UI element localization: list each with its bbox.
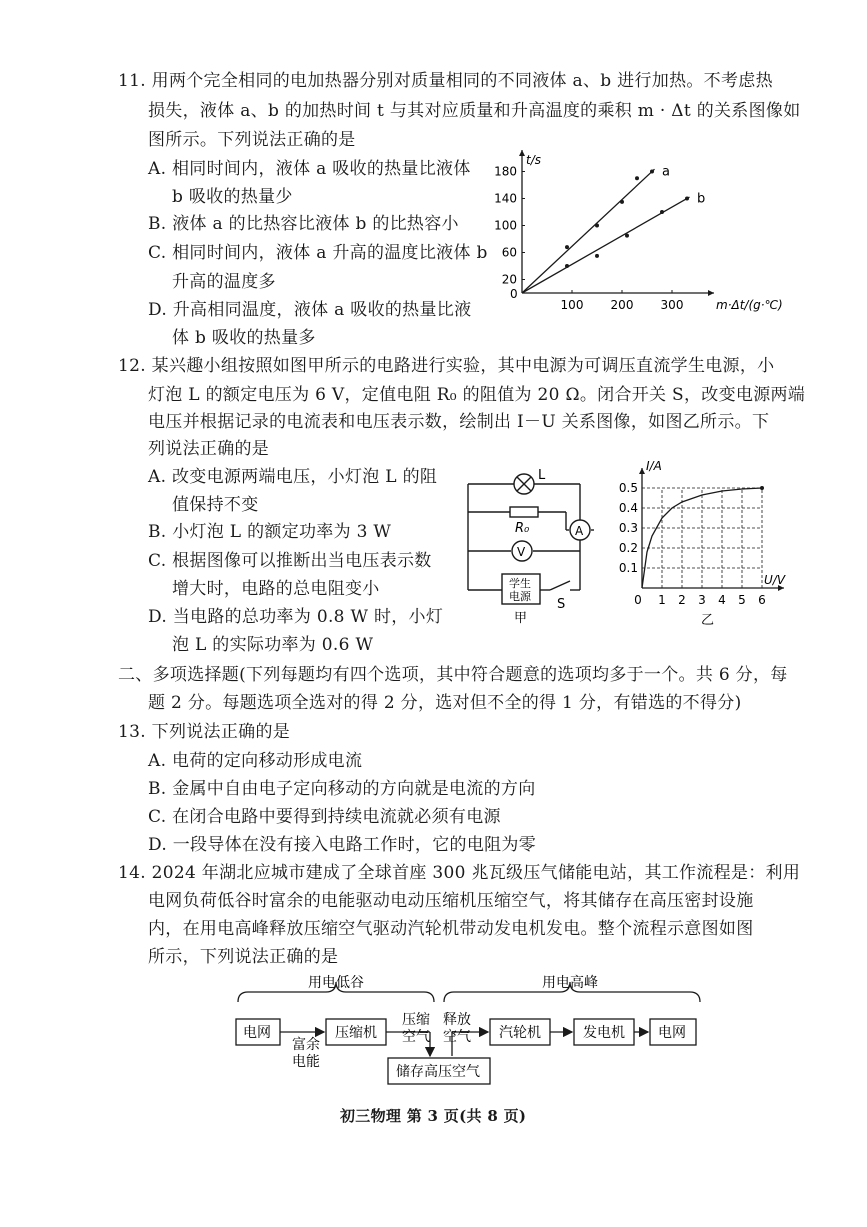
data-point-b — [565, 264, 569, 268]
data-point-b — [625, 234, 629, 238]
source-label-2: 电源 — [509, 590, 531, 603]
low-period-label: 用电低谷 — [308, 975, 364, 991]
q14-stem-line-1: 14. 2024 年湖北应城市建成了全球首座 300 兆瓦级压气储能电站，其工作流程是：利用 — [118, 863, 801, 883]
data-point-end — [760, 486, 764, 490]
x-tick-label: 200 — [610, 298, 634, 312]
series-label-a: a — [662, 164, 670, 180]
x-tick-label: 4 — [718, 593, 726, 607]
turbine-label: 汽轮机 — [499, 1025, 541, 1041]
q11-option-a-line-2: b 吸收的热量少 — [172, 187, 293, 207]
data-point-a — [650, 170, 654, 174]
chart-caption: 乙 — [701, 613, 715, 628]
x-tick-label: 2 — [678, 593, 686, 607]
x-tick-label: 1 — [658, 593, 666, 607]
grid-label-2: 电网 — [658, 1025, 686, 1041]
q11-option-a-line-1: A. 相同时间内，液体 a 吸收的热量比液体 — [148, 159, 471, 179]
q11-option-c-line-2: 升高的温度多 — [172, 272, 276, 292]
section2-heading-line-1: 二、多项选择题(下列每题均有四个选项，其中符合题意的选项均多于一个。共 6 分，每 — [118, 665, 788, 685]
data-point-a — [635, 176, 639, 180]
x-tick-label: 3 — [698, 593, 706, 607]
heating-time-chart — [490, 150, 800, 315]
q12-option-c-line-2: 增大时，电路的总电阻变小 — [172, 579, 380, 599]
y-tick-label: 0.1 — [618, 561, 638, 575]
series-label-b: b — [697, 191, 706, 207]
origin-label: 0 — [634, 593, 642, 607]
section2-heading-line-2: 题 2 分。每题选项全选对的得 2 分，选对但不全的得 1 分，有错选的不得分) — [148, 693, 742, 713]
data-point-b — [595, 254, 599, 258]
q13-option-a: A. 电荷的定向移动形成电流 — [148, 751, 363, 771]
compress-label-1: 压缩 — [402, 1012, 430, 1028]
ammeter-label: A — [575, 524, 584, 538]
q11-option-c-line-1: C. 相同时间内，液体 a 升高的温度比液体 b — [148, 243, 488, 263]
surplus-label-1: 富余 — [292, 1037, 320, 1053]
q11-option-d-line-2: 体 b 吸收的热量多 — [172, 328, 316, 348]
data-point-a — [595, 224, 599, 228]
storage-label: 储存高压空气 — [396, 1064, 480, 1080]
release-label-1: 释放 — [443, 1012, 471, 1028]
y-axis-label: t/s — [526, 153, 541, 167]
lamp-label: L — [538, 468, 546, 483]
x-tick-label: 100 — [560, 298, 584, 312]
y-tick-label: 0.5 — [618, 481, 638, 495]
resistor-icon — [510, 507, 538, 517]
y-tick-label: 140 — [494, 191, 517, 206]
q12-stem-line-1: 12. 某兴趣小组按照如图甲所示的电路进行实验，其中电源为可调压直流学生电源，小 — [118, 356, 775, 376]
y-tick-label: 180 — [494, 164, 517, 179]
voltmeter-label: V — [517, 545, 526, 559]
q11-stem-line-1: 11. 用两个完全相同的电加热器分别对质量相同的不同液体 a、b 进行加热。不考虑热 — [118, 71, 773, 91]
x-tick-label: 6 — [758, 593, 766, 607]
q12-option-b: B. 小灯泡 L 的额定功率为 3 W — [148, 522, 392, 542]
q14-stem-line-3: 内，在用电高峰释放压缩空气驱动汽轮机带动发电机发电。整个流程示意图如图 — [148, 919, 754, 939]
q11-stem-line-3: 图所示。下列说法正确的是 — [148, 130, 356, 150]
compress-label-2: 空气 — [402, 1029, 430, 1045]
q12-option-d-line-2: 泡 L 的实际功率为 0.6 W — [172, 635, 374, 655]
circuit-diagram — [462, 462, 602, 627]
series-line-a — [522, 169, 655, 293]
data-point-a — [565, 245, 569, 249]
q12-option-d-line-1: D. 当电路的总功率为 0.8 W 时，小灯 — [148, 607, 444, 627]
x-axis-label: m·Δt/(g·℃) — [716, 298, 783, 312]
q11-stem-line-2: 损失，液体 a、b 的加热时间 t 与其对应质量和升高温度的乘积 m · Δt 的关系图像如 — [148, 101, 801, 121]
x-tick-label: 5 — [738, 593, 746, 607]
q12-stem-line-4: 列说法正确的是 — [148, 439, 270, 459]
x-axis-arrow — [708, 290, 714, 296]
q14-stem-line-4: 所示，下列说法正确的是 — [148, 947, 339, 967]
data-point-b — [685, 197, 689, 201]
circuit-caption: 甲 — [514, 611, 528, 626]
release-label-2: 空气 — [443, 1029, 471, 1045]
data-point-b — [660, 210, 664, 214]
lamp-icon — [514, 474, 534, 494]
y-tick-label: 0.2 — [618, 541, 638, 555]
source-label-1: 学生 — [509, 577, 531, 590]
y-tick-label: 0.4 — [618, 501, 638, 515]
q11-option-b: B. 液体 a 的比热容比液体 b 的比热容小 — [148, 214, 459, 234]
page-footer: 初三物理 第 3 页(共 8 页) — [340, 1107, 527, 1125]
high-period-label: 用电高峰 — [542, 975, 598, 991]
q13-option-d: D. 一段导体在没有接入电路工作时，它的电阻为零 — [148, 835, 537, 855]
series-line-b — [522, 197, 690, 293]
q11-option-d-line-1: D. 升高相同温度，液体 a 吸收的热量比液 — [148, 300, 472, 320]
switch-label: S — [557, 597, 566, 612]
surplus-label-2: 电能 — [292, 1054, 320, 1070]
y-axis-label: I/A — [646, 459, 662, 473]
y-axis-arrow — [639, 468, 645, 474]
energy-storage-flow-diagram — [230, 972, 710, 1092]
q13-stem: 13. 下列说法正确的是 — [118, 722, 291, 742]
q14-stem-line-2: 电网负荷低谷时富余的电能驱动电动压缩机压缩空气，将其储存在高压密封设施 — [148, 891, 754, 911]
current-voltage-chart — [612, 458, 802, 648]
q13-option-b: B. 金属中自由电子定向移动的方向就是电流的方向 — [148, 779, 536, 799]
resistor-label: R₀ — [515, 521, 530, 536]
grid-label-1: 电网 — [243, 1025, 271, 1041]
q12-option-c-line-1: C. 根据图像可以推断出当电压表示数 — [148, 551, 432, 571]
origin-label: 0 — [510, 287, 518, 301]
q12-option-a-line-1: A. 改变电源两端电压，小灯泡 L 的阻 — [148, 467, 438, 487]
y-tick-label: 20 — [501, 272, 517, 287]
y-axis-arrow — [519, 150, 525, 156]
q12-stem-line-2: 灯泡 L 的额定电压为 6 V，定值电阻 R₀ 的阻值为 20 Ω。闭合开关 S，改变电源两端 — [148, 385, 806, 405]
x-axis-label: U/V — [764, 573, 786, 587]
x-tick-label: 300 — [660, 298, 684, 312]
y-tick-label: 0.3 — [618, 521, 638, 535]
y-tick-label: 60 — [501, 245, 517, 260]
data-point-a — [620, 200, 624, 204]
q12-option-a-line-2: 值保持不变 — [172, 495, 259, 515]
compressor-label: 压缩机 — [335, 1025, 377, 1041]
q13-option-c: C. 在闭合电路中要得到持续电流就必须有电源 — [148, 807, 501, 827]
q12-stem-line-3: 电压并根据记录的电流表和电压表示数，绘制出 I－U 关系图像，如图乙所示。下 — [148, 412, 770, 432]
generator-label: 发电机 — [583, 1025, 625, 1041]
y-tick-label: 100 — [494, 218, 517, 233]
